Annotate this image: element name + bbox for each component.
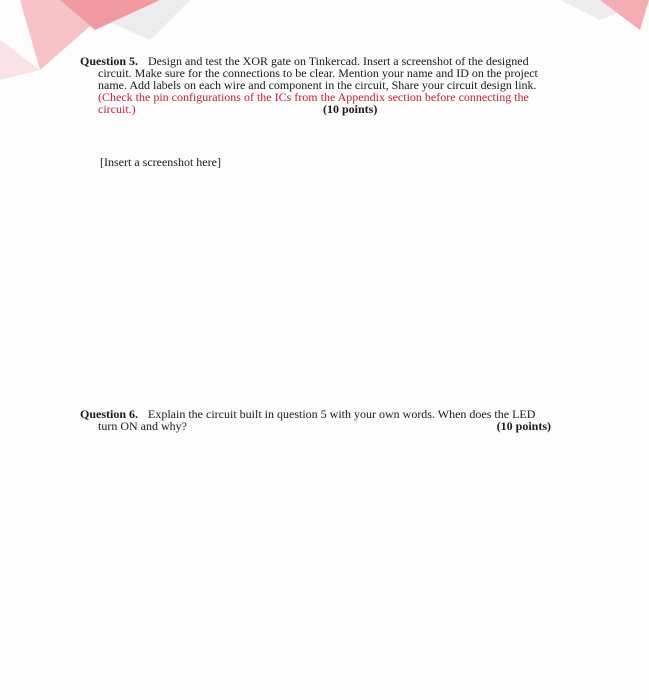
question-6-text-2: turn ON and why? [98,419,187,433]
screenshot-placeholder: [Insert a screenshot here] [100,155,221,169]
question-5-line-2: circuit. Make sure for the connections to be clear. Mention your name and ID on the project [98,66,538,80]
question-5-points: (10 points) [323,102,378,116]
question-6-text-1: Explain the circuit built in question 5 with your own words. When does the LED [148,407,536,421]
question-5-number: Question 5. [80,54,139,68]
question-6-number: Question 6. [80,407,139,421]
question-6 [80,408,588,432]
question-5-note-1: (Check the pin configurations of the ICs from the Appendix section before connecting the [98,90,529,104]
question-6-points: (10 points) [496,419,551,433]
question-5-note-2: circuit.) [98,102,136,116]
question-5 [80,55,588,115]
question-5-last-row [80,103,588,115]
question-5-text-1: Design and test the XOR gate on Tinkercad. Insert a screenshot of the designed [148,54,529,68]
question-5-line-3: name. Add labels on each wire and component in the circuit, Share your circuit design link. [98,78,537,92]
question-6-last-row [80,420,588,432]
